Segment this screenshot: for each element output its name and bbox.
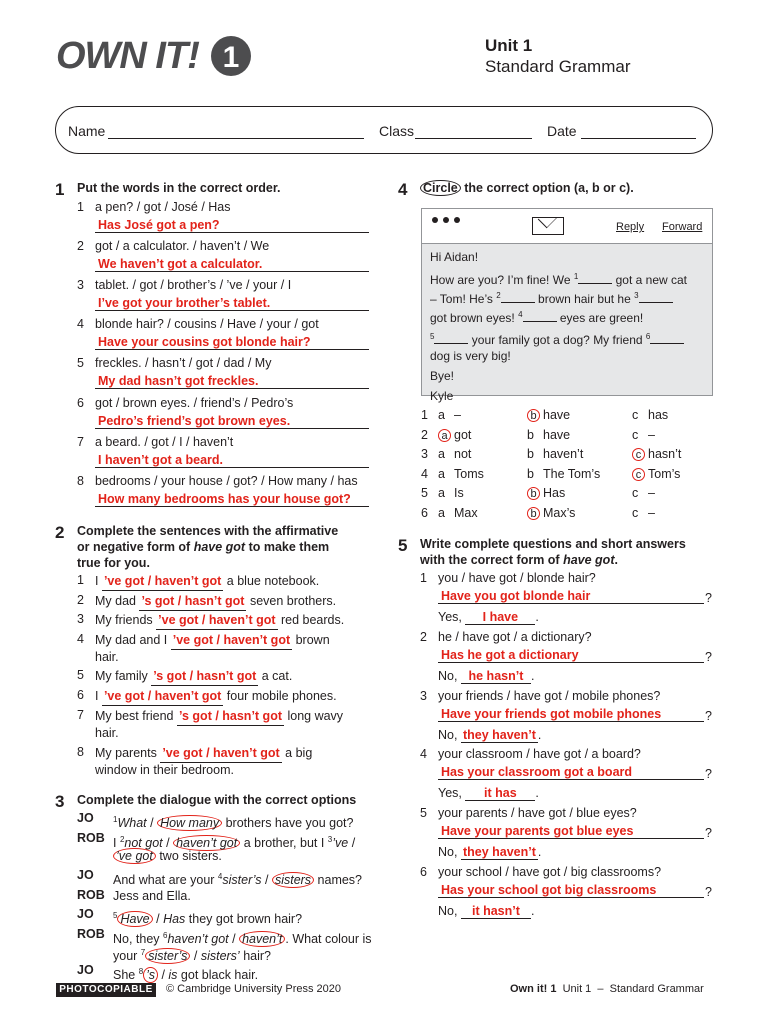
option-text-c: – bbox=[648, 428, 655, 442]
item-prompt: tablet. / got / brother’s / ’ve / your / I bbox=[95, 278, 292, 292]
item-prompt: blonde hair? / cousins / Have / your / got bbox=[95, 317, 319, 331]
answer-line bbox=[95, 388, 369, 389]
answer-line bbox=[438, 838, 704, 839]
option-a[interactable] bbox=[438, 408, 461, 422]
unit-title: Unit 1 bbox=[485, 36, 533, 55]
section-1-instruction: Put the words in the correct order. bbox=[77, 181, 281, 195]
sentence-start: I bbox=[95, 574, 102, 588]
question-mark: ? bbox=[705, 826, 712, 840]
item-prompt: bedrooms / your house / got? / How many / has bbox=[95, 474, 358, 488]
option-text-a: Is bbox=[454, 486, 464, 500]
question-answer[interactable]: Has he got a dictionary bbox=[441, 648, 579, 662]
option-c[interactable] bbox=[632, 486, 655, 500]
option-letter-c: c bbox=[632, 506, 639, 520]
sentence-start: My friends bbox=[95, 613, 157, 627]
forward-link[interactable]: Forward bbox=[662, 221, 703, 233]
answer-text[interactable]: How many bedrooms has your house got? bbox=[98, 492, 351, 506]
short-answer-blank[interactable]: it has bbox=[465, 786, 535, 801]
period: . bbox=[535, 786, 539, 800]
sentence-start: My parents bbox=[95, 746, 161, 760]
option-b[interactable] bbox=[527, 486, 565, 500]
option-number: 6 bbox=[421, 506, 428, 520]
item-number: 3 bbox=[420, 689, 427, 703]
option-letter-a: a bbox=[438, 408, 445, 422]
item-number: 6 bbox=[420, 865, 427, 879]
short-answer bbox=[438, 610, 539, 625]
option-letter-c: c bbox=[632, 428, 639, 442]
dialogue-line-cont: ’ve got two sisters. bbox=[113, 848, 222, 865]
option-letter-b: b bbox=[527, 447, 534, 461]
option-text-b: The Tom’s bbox=[543, 467, 601, 481]
option-a[interactable] bbox=[438, 506, 478, 520]
option-letter-a: a bbox=[438, 429, 451, 442]
sentence bbox=[95, 612, 344, 630]
option-text-c: hasn’t bbox=[648, 447, 682, 461]
yes-no: Yes, bbox=[438, 610, 466, 624]
section-5-instruction: Write complete questions and short answers with the correct form of have got. bbox=[420, 537, 686, 567]
circled-answer: Have bbox=[117, 911, 152, 927]
email-window bbox=[421, 208, 713, 403]
answer-text[interactable]: Have your cousins got blonde hair? bbox=[98, 335, 311, 349]
name-label: Name bbox=[68, 123, 106, 139]
item-number: 2 bbox=[420, 630, 427, 644]
answer-line bbox=[95, 310, 369, 311]
sentence-end: brown bbox=[292, 633, 330, 647]
question-answer[interactable]: Have your parents got blue eyes bbox=[441, 824, 634, 838]
option-a[interactable] bbox=[438, 486, 464, 500]
svg-text:1: 1 bbox=[222, 41, 240, 74]
class-field[interactable] bbox=[415, 138, 532, 139]
dialogue-line: $^5$ Have / Has they got brown hair? bbox=[113, 911, 303, 927]
option-letter-a: a bbox=[438, 467, 445, 481]
short-answer bbox=[438, 904, 534, 919]
sentence-end: a big bbox=[281, 746, 313, 760]
svg-text:OWN IT!: OWN IT! bbox=[56, 35, 199, 77]
item-number: 8 bbox=[77, 745, 84, 759]
dialogue-line: I $^2$not got / haven’t got a brother, but I $^3$’ve / bbox=[113, 835, 356, 851]
answer-blank[interactable]: ’ve got / haven’t got bbox=[171, 632, 292, 650]
answer-blank[interactable]: ’ve got / haven’t got bbox=[156, 612, 277, 630]
answer-blank[interactable]: ’ve got / haven’t got bbox=[102, 688, 223, 706]
answer-line bbox=[95, 232, 369, 233]
sentence-start: I bbox=[95, 689, 102, 703]
option-number: 3 bbox=[421, 447, 428, 461]
section-4-number: 4 bbox=[398, 180, 408, 199]
sentence-start: My dad bbox=[95, 594, 140, 608]
answer-text[interactable]: My dad hasn’t got freckles. bbox=[98, 374, 259, 388]
dialogue-line: Jess and Ella. bbox=[113, 889, 191, 903]
date-label: Date bbox=[547, 123, 577, 139]
section-2-number: 2 bbox=[55, 523, 65, 542]
dialogue-line: And what are your $^4$sister’s / sisters names? bbox=[113, 872, 363, 888]
item-number: 4 bbox=[77, 632, 84, 646]
section-5-number: 5 bbox=[398, 536, 408, 555]
speaker-jo: JO bbox=[77, 963, 94, 977]
option-text-b: have bbox=[543, 428, 571, 442]
period: . bbox=[537, 845, 542, 859]
item-number: 4 bbox=[420, 747, 427, 761]
answer-line bbox=[95, 506, 369, 507]
own-it-logo bbox=[56, 30, 256, 80]
sentence-end: long wavy bbox=[284, 709, 344, 723]
answer-line bbox=[438, 721, 704, 722]
question-answer[interactable]: Has your school got big classrooms bbox=[441, 883, 657, 897]
item-number: 7 bbox=[77, 708, 84, 722]
item-prompt: got / a calculator. / haven’t / We bbox=[95, 239, 270, 253]
dialogue-line: No, they $^6$haven’t got / haven’t . What colour is bbox=[113, 931, 372, 947]
option-letter-c: c bbox=[632, 448, 645, 461]
answer-line bbox=[95, 467, 369, 468]
item-number: 5 bbox=[77, 356, 84, 370]
option-number: 5 bbox=[421, 486, 428, 500]
option-letter-b: b bbox=[527, 487, 540, 500]
option-text-b: haven’t bbox=[543, 447, 584, 461]
circled-answer: haven’t bbox=[239, 931, 285, 947]
option-letter-b: b bbox=[527, 507, 540, 520]
speaker-rob: ROB bbox=[77, 927, 105, 941]
circled-answer: haven’t got bbox=[173, 835, 240, 851]
circled-answer: How many bbox=[157, 815, 222, 831]
item-prompt: your friends / have got / mobile phones? bbox=[438, 689, 661, 703]
option-c[interactable] bbox=[632, 467, 680, 481]
item-number: 3 bbox=[77, 612, 84, 626]
option-text-c: – bbox=[648, 486, 655, 500]
answer-line bbox=[438, 897, 704, 898]
unit-subtitle: Standard Grammar bbox=[485, 57, 631, 76]
speaker-jo: JO bbox=[77, 811, 94, 825]
option-c[interactable] bbox=[632, 506, 655, 520]
photocopiable-badge: PHOTOCOPIABLE bbox=[56, 983, 156, 997]
short-answer-blank[interactable]: it hasn’t bbox=[461, 904, 531, 919]
answer-line bbox=[438, 603, 704, 604]
yes-no: No, bbox=[438, 728, 461, 742]
yes-no: No, bbox=[438, 904, 461, 918]
sentence-cont: window in their bedroom. bbox=[95, 763, 234, 777]
speaker-rob: ROB bbox=[77, 831, 105, 845]
period: . bbox=[530, 904, 535, 918]
sentence-start: My family bbox=[95, 669, 152, 683]
question-mark: ? bbox=[705, 885, 712, 899]
envelope-icon bbox=[532, 217, 564, 235]
window-dot bbox=[432, 217, 438, 223]
item-number: 1 bbox=[77, 200, 84, 214]
sentence-end: seven brothers. bbox=[246, 594, 337, 608]
answer-text[interactable]: Has José got a pen? bbox=[98, 218, 220, 232]
option-letter-c: c bbox=[632, 408, 639, 422]
answer-blank[interactable]: ’ve got / haven’t got bbox=[160, 745, 281, 763]
option-b[interactable] bbox=[527, 428, 570, 442]
option-text-b: Max’s bbox=[543, 506, 576, 520]
short-answer bbox=[438, 786, 539, 801]
item-number: 4 bbox=[77, 317, 84, 331]
reply-link[interactable]: Reply bbox=[616, 221, 645, 233]
speaker-jo: JO bbox=[77, 907, 94, 921]
answer-blank[interactable]: ’ve got / haven’t got bbox=[102, 573, 223, 591]
question-mark: ? bbox=[705, 709, 712, 723]
item-prompt: freckles. / hasn’t / got / dad / My bbox=[95, 356, 272, 370]
option-a[interactable] bbox=[438, 447, 471, 461]
item-number: 7 bbox=[77, 435, 84, 449]
answer-line bbox=[438, 662, 704, 663]
period: . bbox=[537, 728, 542, 742]
sentence-cont: hair. bbox=[95, 726, 119, 740]
item-prompt: got / brown eyes. / friend’s / Pedro’s bbox=[95, 396, 294, 410]
option-text-a: got bbox=[454, 428, 472, 442]
circled-answer: sisters bbox=[272, 872, 314, 888]
answer-line bbox=[95, 349, 369, 350]
window-dot bbox=[443, 217, 449, 223]
item-prompt: your parents / have got / blue eyes? bbox=[438, 806, 637, 820]
item-number: 3 bbox=[77, 278, 84, 292]
circled-answer: ’ve got bbox=[113, 848, 156, 864]
sentence-end: a cat. bbox=[258, 669, 293, 683]
option-letter-c: c bbox=[632, 486, 639, 500]
option-text-a: Toms bbox=[454, 467, 484, 481]
item-number: 2 bbox=[77, 239, 84, 253]
option-letter-c: c bbox=[632, 468, 645, 481]
item-prompt: your classroom / have got / a board? bbox=[438, 747, 641, 761]
sentence-end: four mobile phones. bbox=[223, 689, 337, 703]
option-text-a: Max bbox=[454, 506, 478, 520]
class-label: Class bbox=[379, 123, 415, 139]
dialogue-line: $^1$What / How many brothers have you got? bbox=[113, 815, 354, 831]
answer-text[interactable]: We haven’t got a calculator. bbox=[98, 257, 263, 271]
section-4-instruction: Circle the correct option (a, b or c). bbox=[420, 180, 634, 196]
sentence-start: My dad and I bbox=[95, 633, 171, 647]
short-answer bbox=[438, 845, 541, 860]
speaker-rob: ROB bbox=[77, 888, 105, 902]
answer-text[interactable]: I’ve got your brother’s tablet. bbox=[98, 296, 271, 310]
option-letter-b: b bbox=[527, 428, 534, 442]
question-mark: ? bbox=[705, 767, 712, 781]
option-b[interactable] bbox=[527, 408, 570, 422]
sentence-cont: hair. bbox=[95, 650, 119, 664]
sentence bbox=[95, 593, 336, 611]
option-text-c: Tom’s bbox=[648, 467, 681, 481]
short-answer-blank[interactable]: they haven’t bbox=[462, 728, 536, 742]
option-c[interactable] bbox=[632, 408, 668, 422]
option-c[interactable] bbox=[632, 428, 655, 442]
dialogue-line: She $^8$ ’s / is got black hair. bbox=[113, 967, 259, 983]
section-2-instruction: Complete the sentences with the affirmative or negative form of have got to make them true for you. bbox=[77, 524, 339, 570]
answer-blank[interactable]: ’s got / hasn’t got bbox=[177, 708, 284, 726]
email-body: Hi Aidan! How are you? I’m fine! We $^1$ got a new cat – Tom! He’s $^2$ brown hair but he $^3$ got brown eyes! $^4$ eyes are green! $^5$ your family got a dog? My friend $^6$ dog is very big! Bye! Kyle bbox=[430, 250, 688, 403]
answer-blank[interactable]: ’s got / hasn’t got bbox=[151, 668, 258, 686]
section-3-instruction: Complete the dialogue with the correct options bbox=[77, 793, 357, 807]
option-text-a: – bbox=[454, 408, 461, 422]
footer-unit: Own it! 1 Unit 1 – Standard Grammar bbox=[510, 983, 704, 995]
sentence-start: My best friend bbox=[95, 709, 177, 723]
option-letter-b: b bbox=[527, 409, 540, 422]
email-toolbar bbox=[422, 209, 712, 244]
sentence-end: a blue notebook. bbox=[223, 574, 320, 588]
option-text-c: has bbox=[648, 408, 669, 422]
item-number: 6 bbox=[77, 396, 84, 410]
answer-text[interactable]: I haven’t got a beard. bbox=[98, 453, 224, 467]
item-prompt: he / have got / a dictionary? bbox=[438, 630, 592, 644]
yes-no: No, bbox=[438, 669, 461, 683]
option-b[interactable] bbox=[527, 467, 600, 481]
answer-text[interactable]: Pedro’s friend’s got brown eyes. bbox=[98, 414, 291, 428]
option-letter-b: b bbox=[527, 467, 534, 481]
option-text-b: have bbox=[543, 408, 571, 422]
yes-no: No, bbox=[438, 845, 461, 859]
sentence bbox=[95, 745, 312, 763]
answer-line bbox=[438, 779, 704, 780]
item-prompt: your school / have got / big classrooms? bbox=[438, 865, 662, 879]
option-b[interactable] bbox=[527, 506, 575, 520]
question-answer[interactable]: Have you got blonde hair bbox=[441, 589, 591, 603]
short-answer bbox=[438, 728, 541, 743]
option-letter-a: a bbox=[438, 447, 445, 461]
question-mark: ? bbox=[705, 591, 712, 605]
dialogue-line-cont: your $^7$ sister’s / sisters’ hair? bbox=[113, 948, 271, 964]
option-c[interactable] bbox=[632, 447, 681, 461]
sentence bbox=[95, 668, 292, 686]
item-number: 6 bbox=[77, 688, 84, 702]
yes-no: Yes, bbox=[438, 786, 466, 800]
option-letter-a: a bbox=[438, 486, 445, 500]
short-answer bbox=[438, 669, 534, 684]
sentence bbox=[95, 708, 343, 726]
item-prompt: a beard. / got / I / haven’t bbox=[95, 435, 234, 449]
section-1-number: 1 bbox=[55, 180, 65, 199]
circled-answer: ’s bbox=[143, 967, 158, 983]
section-3-number: 3 bbox=[55, 792, 65, 811]
item-number: 5 bbox=[77, 668, 84, 682]
window-dot bbox=[454, 217, 460, 223]
item-number: 8 bbox=[77, 474, 84, 488]
sentence-end: red beards. bbox=[277, 613, 345, 627]
sentence bbox=[95, 573, 319, 591]
option-number: 4 bbox=[421, 467, 428, 481]
answer-line bbox=[95, 428, 369, 429]
item-number: 1 bbox=[420, 571, 427, 585]
answer-line bbox=[95, 271, 369, 272]
sentence bbox=[95, 632, 330, 650]
short-answer-blank[interactable]: I have bbox=[465, 610, 535, 625]
period: . bbox=[535, 610, 539, 624]
option-letter-a: a bbox=[438, 506, 445, 520]
copyright: © Cambridge University Press 2020 bbox=[166, 983, 342, 995]
item-prompt: you / have got / blonde hair? bbox=[438, 571, 596, 585]
speaker-jo: JO bbox=[77, 868, 94, 882]
option-number: 2 bbox=[421, 428, 428, 442]
option-b[interactable] bbox=[527, 447, 583, 461]
circled-answer: sister’s bbox=[145, 948, 190, 964]
option-text-c: – bbox=[648, 506, 655, 520]
option-number: 1 bbox=[421, 408, 428, 422]
option-a[interactable] bbox=[438, 428, 471, 442]
item-prompt: a pen? / got / José / Has bbox=[95, 200, 231, 214]
question-answer[interactable]: Has your classroom got a board bbox=[441, 765, 633, 779]
item-number: 2 bbox=[77, 593, 84, 607]
answer-blank[interactable]: ’s got / hasn’t got bbox=[139, 593, 246, 611]
option-a[interactable] bbox=[438, 467, 484, 481]
option-text-b: Has bbox=[543, 486, 566, 500]
sentence bbox=[95, 688, 337, 706]
short-answer-blank[interactable]: he hasn’t bbox=[461, 669, 531, 684]
short-answer-blank[interactable]: they haven’t bbox=[462, 845, 536, 859]
item-number: 5 bbox=[420, 806, 427, 820]
question-answer[interactable]: Have your friends got mobile phones bbox=[441, 707, 662, 721]
period: . bbox=[530, 669, 535, 683]
question-mark: ? bbox=[705, 650, 712, 664]
item-number: 1 bbox=[77, 573, 84, 587]
name-field[interactable] bbox=[108, 138, 364, 139]
option-text-a: not bbox=[454, 447, 472, 461]
date-field[interactable] bbox=[581, 138, 696, 139]
